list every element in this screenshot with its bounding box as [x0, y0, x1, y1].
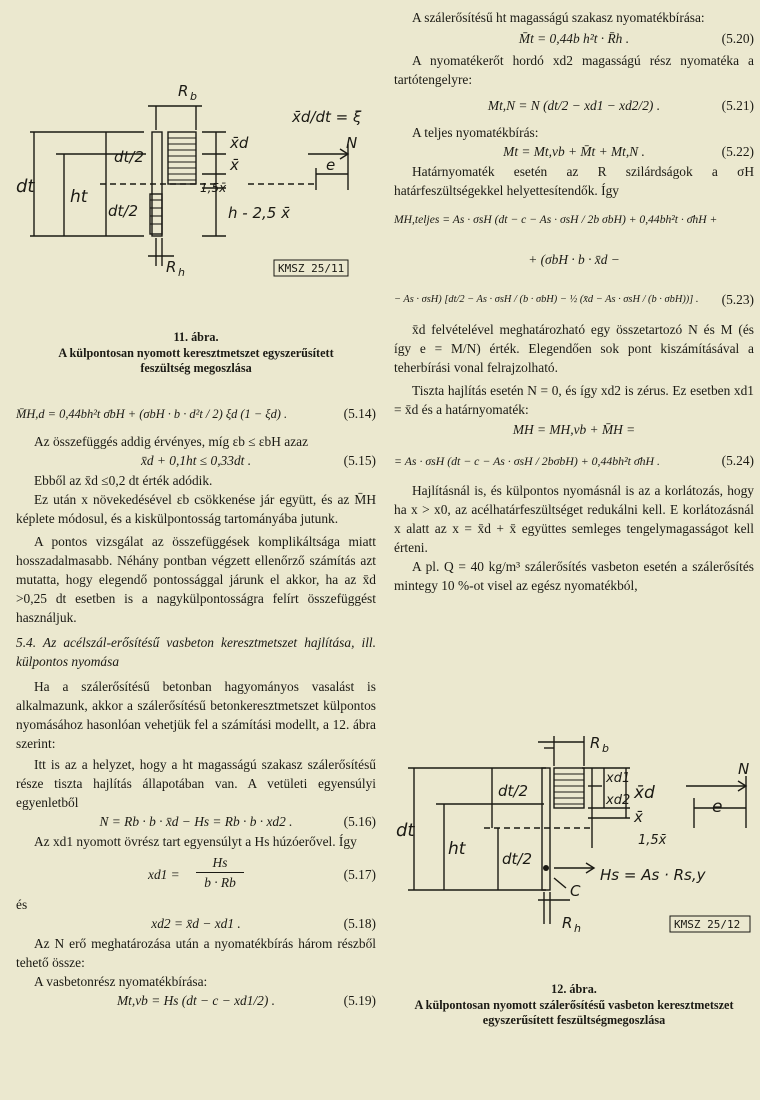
eq-5-19-formula: Mt,vb = Hs (dt − c − xd1/2) .: [116, 993, 275, 1008]
eq-5-15-formula: x̄d + 0,1ht ≤ 0,33dt .: [140, 453, 252, 468]
eq-5-14-formula: M̄H,d = 0,44bh²t σ̄bH + (σbH · b · d²t / 2) ξd (1 − ξd) .: [16, 407, 288, 421]
equation-5-21: [394, 89, 754, 123]
paragraph: Ha a szálerősítésű betonban hagyományos vasalást is alkalmazunk, akkor a szálerősítésű betonkeresztmetszet külpontos nyomásához hasonlóan vehetjük fel a számítási modellt, a 12. ábra szerint:: [16, 679, 376, 751]
fig12-label-ht: ht: [448, 839, 466, 859]
paragraph: Hajlításnál is, és külpontos nyomásnál is az a korlátozás, hogy ha x > x0, az acélhatárfeszültséget redukálni kell. E korlátozásnál x alatt az x = x̄d + x̄ együttes semleges tengelymagasságot kell érteni.: [394, 483, 754, 555]
equation-5-15: [16, 451, 376, 471]
paragraph: A vasbetonrész nyomatékbírása:: [34, 974, 208, 989]
fig11-label-ht: ht: [70, 187, 88, 207]
fig12-label-xd: x̄d: [634, 783, 655, 803]
eq-5-24-part2: = As · σsH (dt − c − As · σsH / 2bσbH) + 0,44bh²t σ̄hH .: [394, 454, 660, 468]
paragraph: Az összefüggés addig érvényes, míg εb ≤ εbH azaz: [34, 434, 309, 449]
eq-5-17-den: b · Rb: [204, 875, 236, 890]
paragraph: Tiszta hajlítás esetén N = 0, és így xd2 is zérus. Ez esetben xd1 = x̄d és a határnyomaték:: [394, 383, 754, 417]
fig11-label-rh: R: [166, 258, 177, 276]
fig12-caption: [394, 982, 754, 1029]
paragraph: Itt is az a helyzet, hogy a ht magasságú szakasz szálerősítésű része tiszta hajlítás állapotában van. A vetületi egyensúlyi egyenletből: [16, 757, 376, 810]
eq-5-21-formula: Mt,N = N (dt/2 − xd1 − xd2/2) .: [487, 98, 661, 113]
fig11-label-x: x̄: [230, 156, 239, 174]
eq-5-18-formula: xd2 = x̄d − xd1 .: [151, 916, 241, 931]
paragraph: x̄d felvételével meghatározható egy összetartozó N és M (és így e = M/N) érték. Elegendően sok pont kiszámításával a teherbírási vonal felrajzolható.: [394, 322, 754, 375]
eq-5-23-part1: MH,teljes = As · σsH (dt − c − As · σsH / 2b σbH) + 0,44bh²t · σ̄hH +: [394, 213, 718, 226]
paragraph: A nyomatékerőt hordó xd2 magasságú rész nyomatéka a tartótengelyre:: [394, 53, 754, 87]
fig11-label-rh-sub: h: [178, 266, 185, 279]
eq-5-20-formula: M̄t = 0,44b h²t · R̄h .: [518, 31, 630, 46]
equation-5-23-line2: [394, 240, 754, 280]
eq-5-20-number: (5.20): [721, 31, 754, 46]
equation-5-23-line3: [394, 280, 754, 320]
fig11-label-h25: h - 2,5 x̄: [228, 204, 290, 222]
paragraph: Ez után x növekedésével εb csökkenése jár együtt, és az M̄H képlete módosul, és a kiskülpontosság tartományába jutunk.: [16, 492, 376, 526]
paragraph: A pontos vizsgálat az összefüggések komplikáltsága miatt hosszadalmasabb. Néhány pontban végzett ellenőrző számítás azt mutatta, hogy elegendő pontossággal járunk el akkor, ha az x̄d >0,25 dt esetben is a nagykülpontosságra felírt összefüggést használjuk.: [16, 534, 376, 625]
paragraph: Határnyomaték esetén az R szilárdságok a σH határfeszültségekkel helyettesítendők. Így: [394, 164, 754, 198]
eq-5-14-number: (5.14): [343, 406, 376, 421]
paragraph: A teljes nyomatékbírás:: [412, 125, 539, 140]
fig12-label-rb: R: [590, 734, 601, 752]
eq-5-16-number: (5.16): [343, 814, 376, 829]
equation-5-22: [394, 142, 754, 162]
fig12-caption-text: A külpontosan nyomott szálerősítésű vasbeton keresztmetszet egyszerűsített feszültségmegoszlása: [414, 997, 734, 1027]
figure-11: [16, 78, 376, 288]
fig11-label-n: N: [346, 134, 358, 152]
left-text: [16, 402, 376, 1011]
fig12-label-rh: R: [562, 914, 573, 932]
eq-5-18-number: (5.18): [343, 916, 376, 931]
fig12-label-hs: Hs = As · Rs,y: [600, 866, 706, 884]
paragraph: Az xd1 nyomott övrész tart egyensúlyt a Hs húzóerővel. Így: [34, 834, 357, 849]
fig12-label-dt2a: dt/2: [498, 782, 528, 800]
fig12-label-rb-sub: b: [602, 742, 609, 755]
fig11-label-dt2b: dt/2: [108, 202, 138, 220]
fig11-caption: [16, 330, 376, 377]
fig12-label-x: x̄: [634, 808, 643, 826]
equation-5-16: [16, 812, 376, 832]
eq-5-24-part1: MH = MH,vb + M̄H =: [512, 422, 636, 437]
fig11-caption-title: 11. ábra.: [173, 330, 219, 344]
equation-5-24-line2: [394, 441, 754, 481]
eq-5-23-part2: + (σbH · b · x̄d −: [528, 252, 620, 267]
eq-5-23-number: (5.23): [721, 292, 754, 307]
equation-5-24-line1: [394, 419, 754, 441]
fig11-caption-text: A külpontosan nyomott keresztmetszet egyszerűsített feszültség megoszlása: [58, 345, 334, 375]
fig12-label-x15: 1,5x̄: [638, 833, 667, 848]
fig11-label-e: e: [326, 156, 336, 174]
eq-5-17-num: Hs: [196, 853, 244, 873]
fig11-label-dt: dt: [16, 176, 35, 197]
fig12-caption-title: 12. ábra.: [551, 982, 597, 996]
figure-12: [394, 728, 754, 948]
paragraph: A pl. Q = 40 kg/m³ szálerősítés vasbeton esetén a szálerősítés mintegy 10 %-ot visel az egész nyomatékból,: [394, 559, 754, 593]
equation-5-19: [16, 991, 376, 1011]
fig12-label-xd1: xd1: [606, 771, 631, 786]
equation-5-17: [16, 851, 376, 895]
fig12-label-e: e: [712, 797, 723, 817]
fig12-label-dt2b: dt/2: [502, 850, 532, 868]
eq-5-17-lhs: xd1 =: [148, 867, 180, 882]
fig11-label-dt2a: dt/2: [114, 148, 144, 166]
fig11-stamp: KMSZ 25/11: [278, 262, 345, 275]
eq-5-22-formula: Mt = Mt,vb + M̄t + Mt,N .: [503, 144, 645, 159]
equation-5-14: [16, 402, 376, 426]
eq-5-19-number: (5.19): [343, 993, 376, 1008]
paragraph: A szálerősítésű ht magasságú szakasz nyomatékbírása:: [412, 10, 705, 25]
fig12-stamp: KMSZ 25/12: [674, 918, 741, 931]
eq-5-16-formula: N = Rb · b · x̄d − Hs = Rb · b · xd2 .: [99, 814, 293, 829]
fig11-label-x15: 1,5x̄: [200, 181, 227, 195]
conjunction: és: [16, 897, 28, 912]
eq-5-21-number: (5.21): [721, 98, 754, 113]
paragraph: Az N erő meghatározása után a nyomatékbírás három részből tehető össze:: [16, 936, 376, 970]
paragraph: Ebből az x̄d ≤0,2 dt érték adódik.: [34, 473, 213, 488]
eq-5-17-number: (5.17): [343, 867, 376, 882]
section-heading-5-4: 5.4. Az acélszál-erősítésű vasbeton keresztmetszet hajlítása, ill. külpontos nyomása: [16, 635, 376, 669]
fig12-label-xd2: xd2: [606, 793, 631, 808]
fig12-label-c: C: [570, 882, 581, 900]
fig12-label-n: N: [738, 760, 750, 778]
equation-5-20: [394, 27, 754, 51]
fig11-label-ratio: x̄d/dt = ξ: [292, 108, 362, 126]
fig11-label-xd: x̄d: [230, 134, 249, 152]
eq-5-22-number: (5.22): [721, 144, 754, 159]
eq-5-15-number: (5.15): [343, 453, 376, 468]
eq-5-24-number: (5.24): [721, 453, 754, 468]
equation-5-23-line1: [394, 200, 754, 240]
fig12-label-rh-sub: h: [574, 922, 581, 935]
eq-5-23-part3: − As · σsH) [dt/2 − As · σsH / (b · σbH) − ½ (x̄d − As · σsH / (b · σbH))] .: [394, 294, 699, 305]
fig11-label-rb: R: [178, 82, 189, 100]
right-text: [394, 8, 754, 595]
equation-5-18: [16, 914, 376, 934]
fig12-label-dt: dt: [396, 820, 415, 841]
fig11-label-rb-sub: b: [190, 90, 197, 103]
